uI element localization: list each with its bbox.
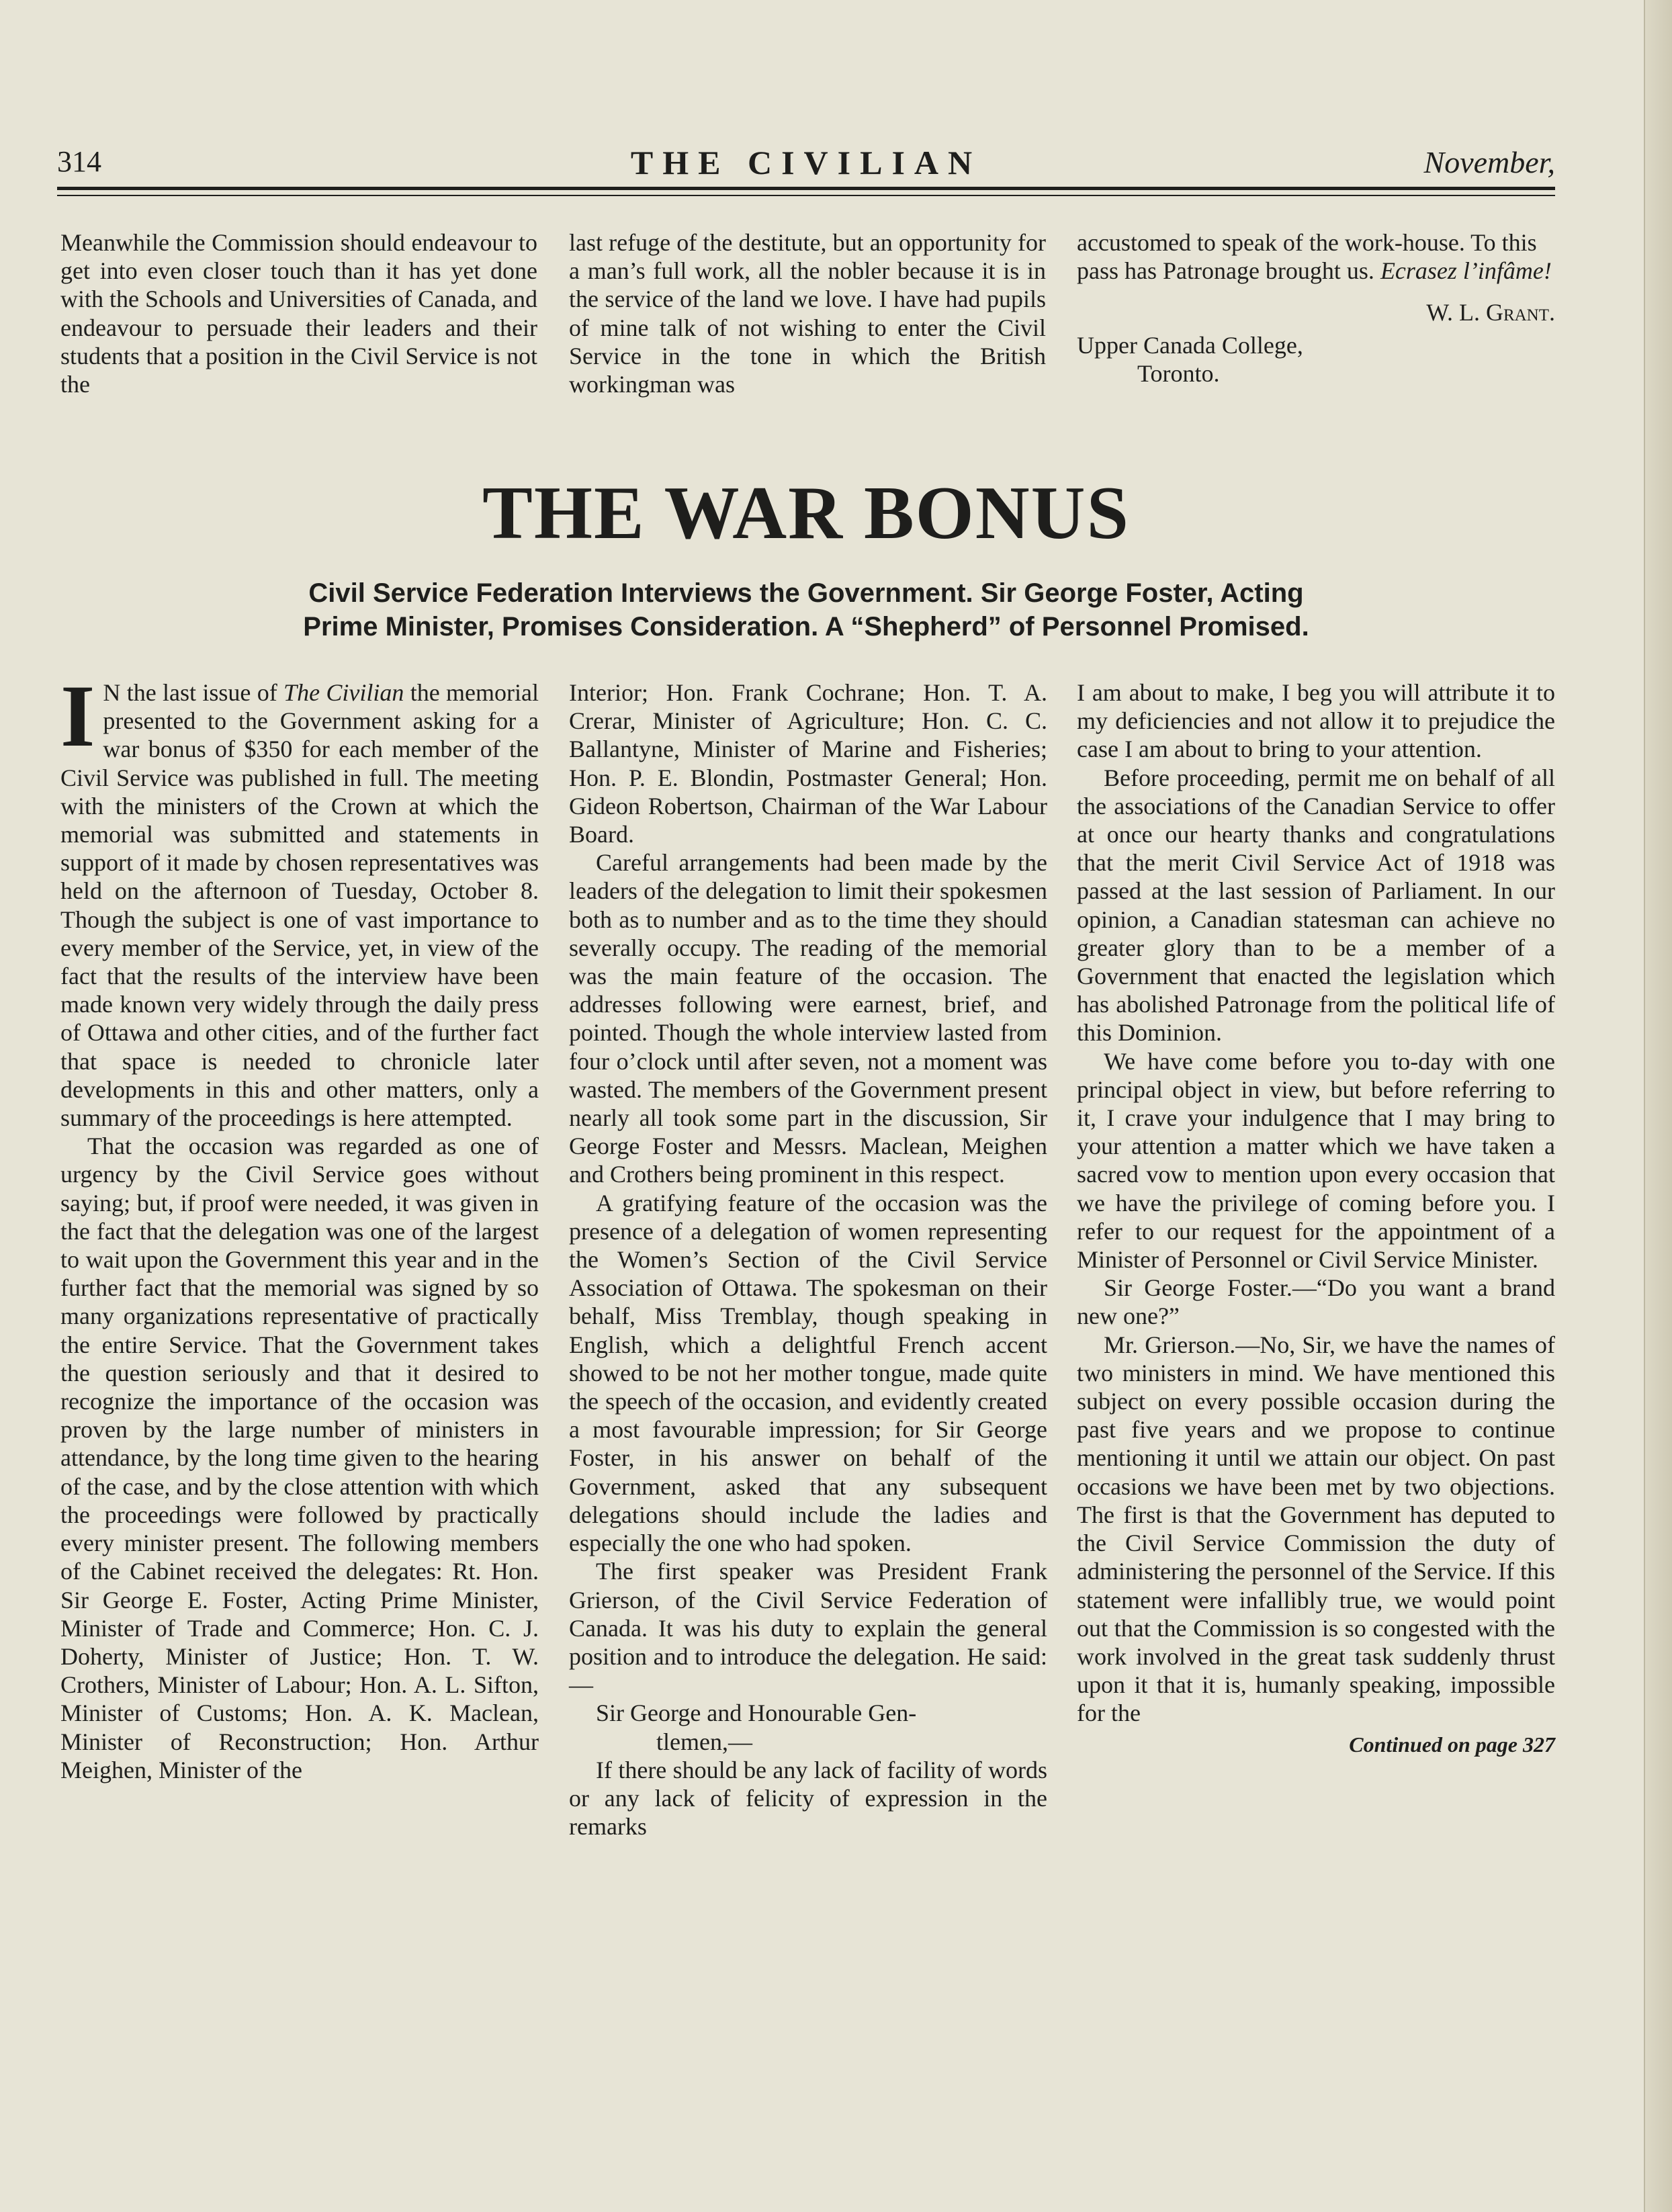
prev-article-text: accustomed to speak of the work-house. To this pass has Patronage brought us.	[1077, 229, 1537, 285]
article-column-1	[60, 666, 539, 1784]
subheading-line-1: Civil Service Federation Interviews the Government. Sir George Foster, Acting	[308, 578, 1304, 608]
author-signature: W. L. Grant.	[1426, 299, 1555, 326]
author-address-line-1: Upper Canada College,	[1077, 331, 1303, 359]
article-paragraph: Mr. Grierson.—No, Sir, we have the names of two ministers in mind. We have mentioned this subject on every possible occasion during the past five years and we propose to continue mentioning it until we attain our object. On past occasions we have been met by two objections. The first is that the Government has deputed to the Civil Service Commission the duty of administering the personnel of the Service. If this statement were infallibly true, we would point out that the Commission is so congested with the work involved in the great task suddenly thrust upon it that it is, humanly speaking, impossible for the	[1077, 1331, 1555, 1727]
subheading-line-2: Prime Minister, Promises Consideration. A “Shepherd” of Personnel Promised.	[303, 612, 1309, 642]
prev-article-exclamation: Ecrasez l’infâme!	[1380, 257, 1552, 285]
speech-salutation-cont: tlemen,—	[656, 1728, 752, 1755]
article-paragraph: I am about to make, I beg you will attribute it to my deficiencies and not allow it to prejudice the case I am about to bring to your attention.	[1077, 679, 1555, 763]
header-rule-thick	[57, 187, 1555, 190]
article-headline: THE WAR BONUS	[482, 472, 1130, 555]
article-paragraph: If there should be any lack of facility of words or any lack of felicity of expression in the remarks	[569, 1756, 1047, 1841]
article-paragraph: Interior; Hon. Frank Cochrane; Hon. T. A. Crerar, Minister of Agriculture; Hon. C. C. Ballantyne, Minister of Marine and Fisheries; Hon. P. E. Blondin, Postmaster General; Hon. Gideon Robertson, Chairman of the War Labour Board.	[569, 679, 1047, 848]
article-paragraph: Before proceeding, permit me on behalf of all the associations of the Canadian Service to offer at once our hearty thanks and congratulations that the merit Civil Service Act of 1918 was passed at the last session of Parliament. In our opinion, a Canadian statesman can achieve no greater glory than to be a member of a Government that enacted the legislation which has abolished Patronage from the political life of this Dominion.	[1077, 764, 1555, 1047]
article-paragraph: Careful arrangements had been made by the leaders of the delegation to limit their spokesmen both as to number and as to the time they should severally occupy. The reading of the memorial was the main feature of the occasion. The addresses following were earnest, brief, and pointed. Though the whole interview lasted from four o’clock until after seven, not a moment was wasted. The members of the Government present nearly all took some part in the discussion, Sir George Foster and Messrs. Maclean, Meighen and Crothers being prominent in this respect.	[569, 849, 1047, 1188]
prev-article-column-1	[60, 228, 537, 398]
article-subheading	[168, 576, 1444, 644]
prev-article-text: last refuge of the destitute, but an opportunity for a man’s full work, all the nobler because it is in the service of the land we love. I have had pupils of mine talk of not wishing to enter the Civil Service in the tone in which the British workingman was	[569, 229, 1046, 398]
article-paragraph: That the occasion was regarded as one of urgency by the Civil Service goes without saying; but, if proof were needed, it was given in the fact that the delegation was one of the largest to wait upon the Government this year and in the further fact that the memorial was signed by so many organizations representative of practically the entire Service. That the Government takes the question seriously and that it desired to recognize the importance of the occasion was proven by the large number of ministers in attendance, by the long time given to the hearing of the case, and by the close attention with which the proceedings were followed by practically every minister present. The following members of the Cabinet received the delegates: Rt. Hon. Sir George E. Foster, Acting Prime Minister, Minister of Trade and Commerce; Hon. C. J. Doherty, Minister of Justice; Hon. T. W. Crothers, Minister of Labour; Hon. A. L. Sifton, Minister of Customs; Hon. A. K. Maclean, Minister of Reconstruction; Hon. Arthur Meighen, Minister of the	[60, 1133, 539, 1783]
prev-article-closing	[1077, 228, 1555, 285]
article-column-2	[569, 678, 1047, 1841]
running-header	[57, 138, 1555, 185]
article-column-3	[1077, 678, 1555, 1759]
speech-salutation: Sir George and Honourable Gen-	[596, 1699, 917, 1727]
paragraph-text: the memorial presented to the Government asking for a war bonus of $350 for each member of the Civil Service was published in full. The meeting with the ministers of the Crown at which the memorial was submitted and statements in support of it made by chosen representatives was held on the afternoon of Tuesday, October 8. Though the subject is one of vast importance to every member of the Service, yet, in view of the fact that the results of the interview have been made known very widely through the daily press of Ottawa and other cities, and of the further fact that space is needed to chronicle later developments in this and other matters, only a summary of the proceedings is here attempted.	[60, 679, 539, 1132]
prev-article-text: Meanwhile the Commission should endeavour to get into even closer touch than it has yet done with the Schools and Universities of Canada, and endeavour to persuade their leaders and their students that a position in the Civil Service is not the	[60, 229, 537, 398]
header-rule-thin	[57, 195, 1555, 196]
paragraph-text: N the last issue of	[103, 679, 284, 706]
drop-cap: I	[60, 666, 95, 765]
article-paragraph: A gratifying feature of the occasion was the presence of a delegation of women representing the Women’s Section of the Civil Service Association of Ottawa. The spokesman on their behalf, Miss Tremblay, though speaking in English, which a delightful French accent showed to be not her mother tongue, made quite the speech of the occasion, and evidently created a most favourable impression; for Sir George Foster, in his answer on behalf of the Government, asked that any subsequent delegations should include the ladies and especially the one who had spoken.	[569, 1189, 1047, 1557]
page-number: 314	[57, 145, 101, 178]
prev-article-column-3	[1077, 228, 1555, 388]
continued-notice: Continued on page 327	[1349, 1732, 1555, 1757]
article-paragraph	[60, 666, 539, 1132]
page-edge-shadow	[1644, 0, 1672, 2212]
prev-article-column-2	[569, 228, 1046, 398]
article-paragraph: The first speaker was President Frank Grierson, of the Civil Service Federation of Canada. It was his duty to explain the general position and to introduce the delegation. He said:—	[569, 1558, 1047, 1699]
article-paragraph: Sir George Foster.—“Do you want a brand new one?”	[1077, 1274, 1555, 1330]
article-paragraph: We have come before you to-day with one principal object in view, but before referring to it, I crave your indulgence that I may bring to your attention a matter which we have taken a sacred vow to mention upon every occasion that we have the privilege of coming before you. I refer to our request for the appointment of a Minister of Personnel or Civil Service Minister.	[1077, 1047, 1555, 1274]
author-address-line-2: Toronto.	[1137, 359, 1220, 387]
journal-title: THE CIVILIAN	[630, 144, 982, 181]
issue-month: November,	[1423, 145, 1555, 179]
publication-name: The Civilian	[283, 679, 404, 706]
